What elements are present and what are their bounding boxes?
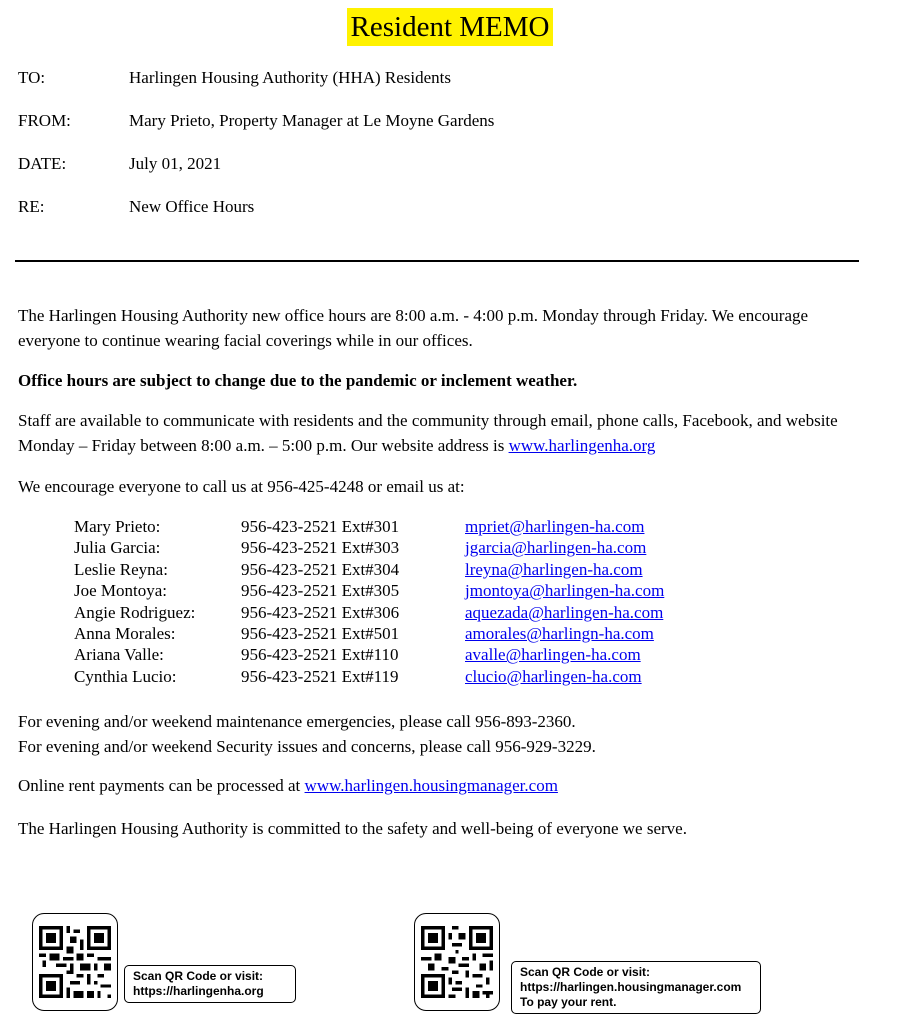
contact-email-link[interactable]: mpriet@harlingen-ha.com — [465, 517, 645, 536]
contact-email-link[interactable]: jmontoya@harlingen-ha.com — [465, 581, 665, 601]
qr-code-icon — [39, 924, 111, 1000]
qr-caption-line: Scan QR Code or visit: — [133, 969, 264, 983]
qr-caption-rent — [511, 961, 761, 1014]
contact-phone: 956-423-2521 Ext#119 — [241, 666, 399, 686]
from-label: FROM: — [18, 111, 71, 130]
maintenance-line: For evening and/or weekend maintenance emergencies, please call 956-893-2360. — [18, 712, 576, 731]
qr-caption-url[interactable]: https://harlingen.housingmanager.com — [520, 980, 742, 994]
closing-paragraph: The Harlingen Housing Authority is committed to the safety and well-being of everyone we serve. — [18, 819, 687, 838]
contact-name: Angie Rodriguez: — [74, 602, 196, 622]
contact-name: Ariana Valle: — [74, 645, 164, 665]
staff-paragraph — [18, 408, 868, 458]
contact-email-link[interactable]: jgarcia@harlingen-ha.com — [465, 538, 647, 558]
memo-title: Resident MEMO — [347, 8, 554, 46]
notice-paragraph: Office hours are subject to change due to the pandemic or inclement weather. — [18, 371, 578, 390]
re-value: New Office Hours — [129, 197, 255, 216]
contact-name: Cynthia Lucio: — [74, 666, 177, 686]
title-wrap — [0, 8, 900, 46]
contact-email-link[interactable]: avalle@harlingen-ha.com — [465, 645, 641, 665]
header-divider — [15, 260, 859, 262]
contact-name: Mary Prieto: — [74, 517, 161, 536]
contact-phone: 956-423-2521 Ext#303 — [241, 538, 400, 558]
to-label: TO: — [18, 68, 46, 87]
contact-name: Leslie Reyna: — [74, 559, 168, 579]
date-label: DATE: — [18, 154, 67, 173]
qr-caption-website — [124, 965, 296, 1003]
contact-phone: 956-423-2521 Ext#305 — [241, 581, 400, 601]
re-label: RE: — [18, 197, 45, 216]
website-link[interactable]: www.harlingenha.org — [508, 436, 656, 455]
contact-email-link[interactable]: lreyna@harlingen-ha.com — [465, 559, 643, 579]
contact-name: Joe Montoya: — [74, 581, 168, 601]
office-hours-paragraph: The Harlingen Housing Authority new office hours are 8:00 a.m. - 4:00 p.m. Monday through Friday. We encourage everyone to continue wearing facial coverings while in our offices. — [18, 306, 809, 350]
qr-caption-note: To pay your rent. — [520, 995, 617, 1009]
contact-phone: 956-423-2521 Ext#304 — [241, 559, 400, 579]
contact-email-link[interactable]: aquezada@harlingen-ha.com — [465, 602, 664, 622]
rent-text: Online rent payments can be processed at — [18, 776, 305, 795]
qr-caption-url[interactable]: https://harlingenha.org — [133, 984, 264, 998]
contact-phone: 956-423-2521 Ext#301 — [241, 517, 400, 536]
contact-name: Anna Morales: — [74, 623, 176, 643]
qr-code-rent — [414, 913, 500, 1011]
to-value: Harlingen Housing Authority (HHA) Residents — [129, 68, 452, 87]
staff-text: Staff are available to communicate with residents and the community through email, phone calls, Facebook, and website Monday – Friday between 8:00 a.m. – 5:00 p.m. Our website address is — [18, 411, 838, 455]
rent-paragraph — [18, 773, 868, 798]
contact-name: Julia Garcia: — [74, 538, 161, 558]
contact-email-link[interactable]: amorales@harlingn-ha.com — [465, 623, 654, 643]
call-paragraph: We encourage everyone to call us at 956-425-4248 or email us at: — [18, 477, 465, 496]
qr-code-icon — [421, 924, 493, 1000]
contact-phone: 956-423-2521 Ext#501 — [241, 623, 400, 643]
security-line: For evening and/or weekend Security issues and concerns, please call 956-929-3229. — [18, 737, 596, 756]
qr-code-website — [32, 913, 118, 1011]
emergency-block — [18, 709, 868, 759]
date-value: July 01, 2021 — [129, 154, 222, 173]
contact-email-link[interactable]: clucio@harlingen-ha.com — [465, 666, 642, 686]
from-value: Mary Prieto, Property Manager at Le Moyne Gardens — [129, 111, 495, 130]
qr-caption-line: Scan QR Code or visit: — [520, 965, 651, 979]
rent-link[interactable]: www.harlingen.housingmanager.com — [304, 776, 558, 795]
contact-phone: 956-423-2521 Ext#306 — [241, 602, 400, 622]
contact-phone: 956-423-2521 Ext#110 — [241, 645, 399, 665]
